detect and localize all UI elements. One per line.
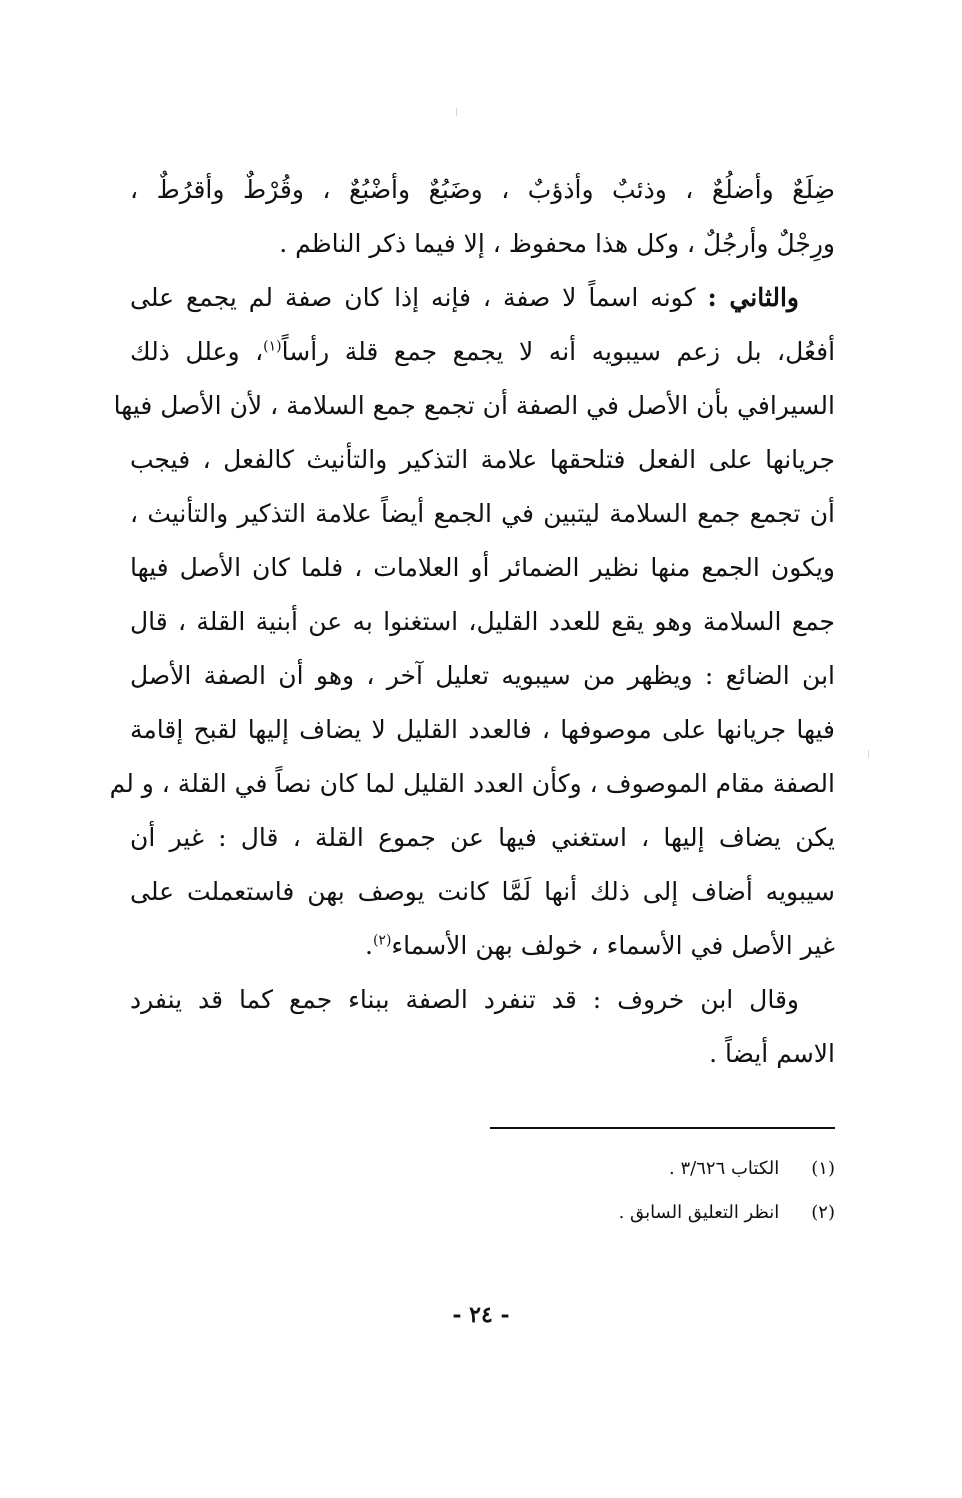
scan-mark xyxy=(456,108,457,116)
text-line: الاسم أيضاً . xyxy=(709,1039,835,1068)
text-line: فيها جريانها على موصوفها ، فالعدد القليل لا يضاف إليها لقبح إقامة xyxy=(130,715,835,744)
footnote-ref[interactable]: (٢) xyxy=(372,932,392,949)
line-text: . xyxy=(364,931,373,960)
text-line: ويكون الجمع منها نظير الضمائر أو العلامات ، فلما كان الأصل فيها xyxy=(130,553,835,582)
line-text: أفعُل، بل زعم سيبويه أنه لا يجمع جمع قلة رأساً xyxy=(281,337,836,366)
footnote-ref[interactable]: (١) xyxy=(263,338,282,355)
text-line: جمع السلامة وهو يقع للعدد القليل، استغنوا به عن أبنية القلة ، قال xyxy=(130,607,835,636)
text-line: جريانها على الفعل فتلحقها علامة التذكير والتأنيث كالفعل ، فيجب xyxy=(130,445,835,474)
text-line: الصفة مقام الموصوف ، وكأن العدد القليل لما كان نصاً في القلة ، و لم xyxy=(109,769,835,798)
scan-mark xyxy=(868,750,869,758)
footnote-number: (٢) xyxy=(811,1202,835,1223)
footnote-number: (١) xyxy=(811,1158,835,1179)
line-text: غير الأصل في الأسماء ، خولف بهن الأسماء xyxy=(391,931,835,960)
footnotes xyxy=(430,1153,835,1241)
footnote xyxy=(430,1153,835,1197)
text-line: أن تجمع جمع السلامة ليتبين في الجمع أيضاً علامة التذكير والتأنيث ، xyxy=(130,499,835,528)
page-number: - ٢٤ - xyxy=(452,1302,510,1328)
line-text: كونه اسماً لا صفة ، فإنه إذا كان صفة لم يجمع على xyxy=(130,283,696,312)
footnote-text: انظر التعليق السابق . xyxy=(618,1202,780,1223)
section-lead: والثاني : xyxy=(707,283,800,312)
text-line: ورِجْلٌ وأرجُلٌ ، وكل هذا محفوظ ، إلا فيما ذكر الناظم . xyxy=(279,229,835,258)
main-text xyxy=(109,163,836,1081)
text-line: ضِلَعٌ وأضلُعٌ ، وذئبٌ وأذؤبٌ ، وضَبُعٌ وأضْبُعٌ ، وقُرْطٌ وأقرُطٌ ، xyxy=(130,175,835,204)
text-line: وقال ابن خروف : قد تنفرد الصفة ببناء جمع كما قد ينفرد xyxy=(130,985,799,1014)
line-text: ، وعلل ذلك xyxy=(130,337,264,366)
text-line xyxy=(130,325,835,379)
text-line: سيبويه أضاف إلى ذلك أنها لَمَّا كانت يوصف بهن فاستعملت على xyxy=(130,877,835,906)
footnote-divider xyxy=(490,1127,835,1129)
footnote xyxy=(430,1197,835,1241)
text-line: يكن يضاف إليها ، استغني فيها عن جموع القلة ، قال : غير أن xyxy=(130,823,835,852)
footnote-text: الكتاب ٣/٦٢٦ . xyxy=(669,1158,780,1179)
text-line xyxy=(130,919,835,973)
text-line: السيرافي بأن الأصل في الصفة أن تجمع جمع السلامة ، لأن الأصل فيها xyxy=(113,391,835,420)
text-line: ابن الضائع : ويظهر من سيبويه تعليل آخر ، وهو أن الصفة الأصل xyxy=(130,661,835,690)
text-line xyxy=(130,271,835,325)
